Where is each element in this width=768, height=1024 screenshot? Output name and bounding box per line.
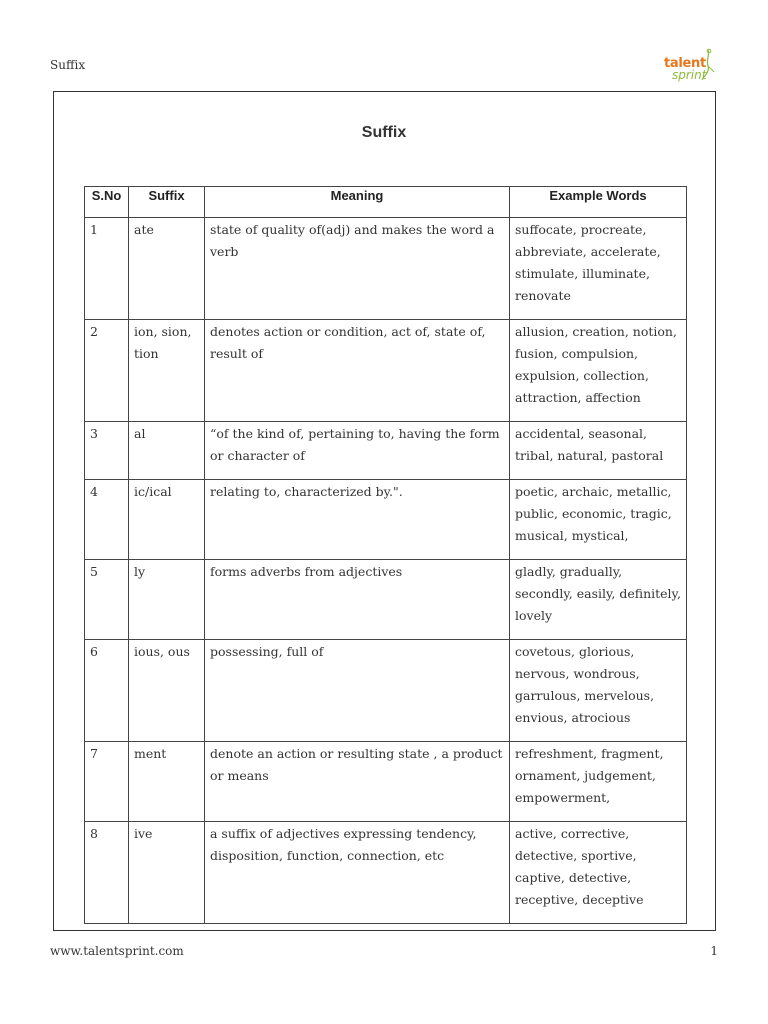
- cell-examples: active, corrective, detective, sportive, captive, detective, receptive, deceptive: [510, 822, 687, 924]
- cell-sno: 5: [85, 560, 129, 640]
- cell-meaning: possessing, full of: [205, 640, 510, 742]
- cell-suffix: ious, ous: [129, 640, 205, 742]
- table-row: [85, 422, 687, 480]
- table-row: [85, 742, 687, 822]
- cell-sno: 6: [85, 640, 129, 742]
- cell-examples: gladly, gradually, secondly, easily, definitely, lovely: [510, 560, 687, 640]
- column-header-meaning: Meaning: [205, 187, 510, 218]
- cell-sno: 4: [85, 480, 129, 560]
- table-header-row: [85, 187, 687, 218]
- table-row: [85, 480, 687, 560]
- talentsprint-logo: [662, 48, 722, 84]
- cell-suffix: ive: [129, 822, 205, 924]
- cell-meaning: denotes action or condition, act of, state of, result of: [205, 320, 510, 422]
- suffix-table: [84, 186, 687, 924]
- cell-suffix: ment: [129, 742, 205, 822]
- column-header-suffix: Suffix: [129, 187, 205, 218]
- cell-examples: suffocate, procreate, abbreviate, accelerate, stimulate, illuminate, renovate: [510, 218, 687, 320]
- cell-sno: 8: [85, 822, 129, 924]
- table-row: [85, 320, 687, 422]
- logo-word-talent: talent: [664, 56, 706, 71]
- table-row: [85, 218, 687, 320]
- table-row: [85, 640, 687, 742]
- cell-sno: 7: [85, 742, 129, 822]
- cell-meaning: “of the kind of, pertaining to, having the form or character of: [205, 422, 510, 480]
- table-row: [85, 822, 687, 924]
- cell-sno: 2: [85, 320, 129, 422]
- cell-meaning: forms adverbs from adjectives: [205, 560, 510, 640]
- column-header-examples: Example Words: [510, 187, 687, 218]
- cell-meaning: denote an action or resulting state , a product or means: [205, 742, 510, 822]
- cell-examples: accidental, seasonal, tribal, natural, pastoral: [510, 422, 687, 480]
- page-number: 1: [710, 944, 718, 958]
- cell-meaning: state of quality of(adj) and makes the word a verb: [205, 218, 510, 320]
- header-title: Suffix: [50, 58, 86, 72]
- cell-meaning: a suffix of adjectives expressing tendency, disposition, function, connection, etc: [205, 822, 510, 924]
- cell-suffix: ly: [129, 560, 205, 640]
- cell-examples: poetic, archaic, metallic, public, economic, tragic, musical, mystical,: [510, 480, 687, 560]
- cell-suffix: ion, sion, tion: [129, 320, 205, 422]
- cell-suffix: ic/ical: [129, 480, 205, 560]
- cell-examples: allusion, creation, notion, fusion, compulsion, expulsion, collection, attraction, affection: [510, 320, 687, 422]
- cell-meaning: relating to, characterized by.".: [205, 480, 510, 560]
- document-title: Suffix: [361, 124, 407, 141]
- footer-url: www.talentsprint.com: [50, 944, 184, 958]
- cell-suffix: al: [129, 422, 205, 480]
- runner-icon: [698, 48, 720, 82]
- cell-examples: refreshment, fragment, ornament, judgement, empowerment,: [510, 742, 687, 822]
- cell-sno: 1: [85, 218, 129, 320]
- column-header-sno: S.No: [85, 187, 129, 218]
- logo-word-sprint: sprint: [672, 68, 707, 82]
- cell-suffix: ate: [129, 218, 205, 320]
- cell-sno: 3: [85, 422, 129, 480]
- cell-examples: covetous, glorious, nervous, wondrous, garrulous, mervelous, envious, atrocious: [510, 640, 687, 742]
- table-row: [85, 560, 687, 640]
